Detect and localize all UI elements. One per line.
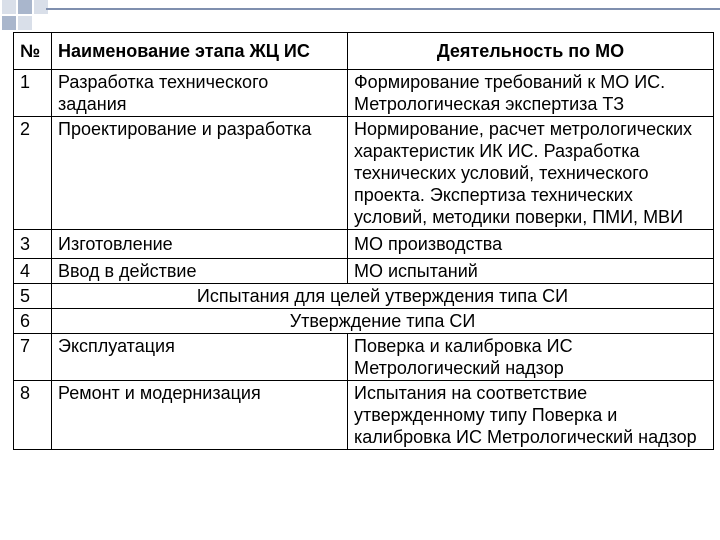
row-stage: Изготовление — [52, 230, 348, 259]
table-row — [14, 230, 714, 259]
row-num: 7 — [14, 334, 52, 381]
decor-square — [18, 16, 32, 30]
table-row — [14, 70, 714, 117]
row-activity: МО производства — [348, 230, 714, 259]
row-stage: Ввод в действие — [52, 259, 348, 284]
row-num: 1 — [14, 70, 52, 117]
row-activity: Нормирование, расчет метрологических характеристик ИК ИС. Разработка технических условий, технического проекта. Экспертиза технических условий, методики поверки, ПМИ, МВИ — [348, 117, 714, 230]
row-stage: Эксплуатация — [52, 334, 348, 381]
row-activity: Формирование требований к МО ИС. Метрологическая экспертиза ТЗ — [348, 70, 714, 117]
row-activity: Поверка и калибровка ИС Метрологический надзор — [348, 334, 714, 381]
header-rule — [46, 8, 720, 10]
header-stage: Наименование этапа ЖЦ ИС — [52, 33, 348, 70]
row-num: 5 — [14, 284, 52, 309]
header-activity: Деятельность по МО — [348, 33, 714, 70]
table-row — [14, 381, 714, 450]
table-row — [14, 334, 714, 381]
decor-square — [2, 0, 16, 14]
decor-square — [2, 16, 16, 30]
decor-square — [34, 0, 48, 14]
row-activity: МО испытаний — [348, 259, 714, 284]
lifecycle-table — [13, 32, 714, 450]
row-merged: Утверждение типа СИ — [52, 309, 714, 334]
table-row — [14, 284, 714, 309]
table-row — [14, 117, 714, 230]
decor-square — [18, 0, 32, 14]
row-num: 6 — [14, 309, 52, 334]
table-row — [14, 259, 714, 284]
row-stage: Разработка технического задания — [52, 70, 348, 117]
row-activity: Испытания на соответствие утвержденному типу Поверка и калибровка ИС Метрологический надзор — [348, 381, 714, 450]
header-num: № — [14, 33, 52, 70]
row-num: 3 — [14, 230, 52, 259]
table-header-row — [14, 33, 714, 70]
row-num: 8 — [14, 381, 52, 450]
row-stage: Ремонт и модернизация — [52, 381, 348, 450]
row-num: 4 — [14, 259, 52, 284]
row-num: 2 — [14, 117, 52, 230]
row-stage: Проектирование и разработка — [52, 117, 348, 230]
table-row — [14, 309, 714, 334]
row-merged: Испытания для целей утверждения типа СИ — [52, 284, 714, 309]
